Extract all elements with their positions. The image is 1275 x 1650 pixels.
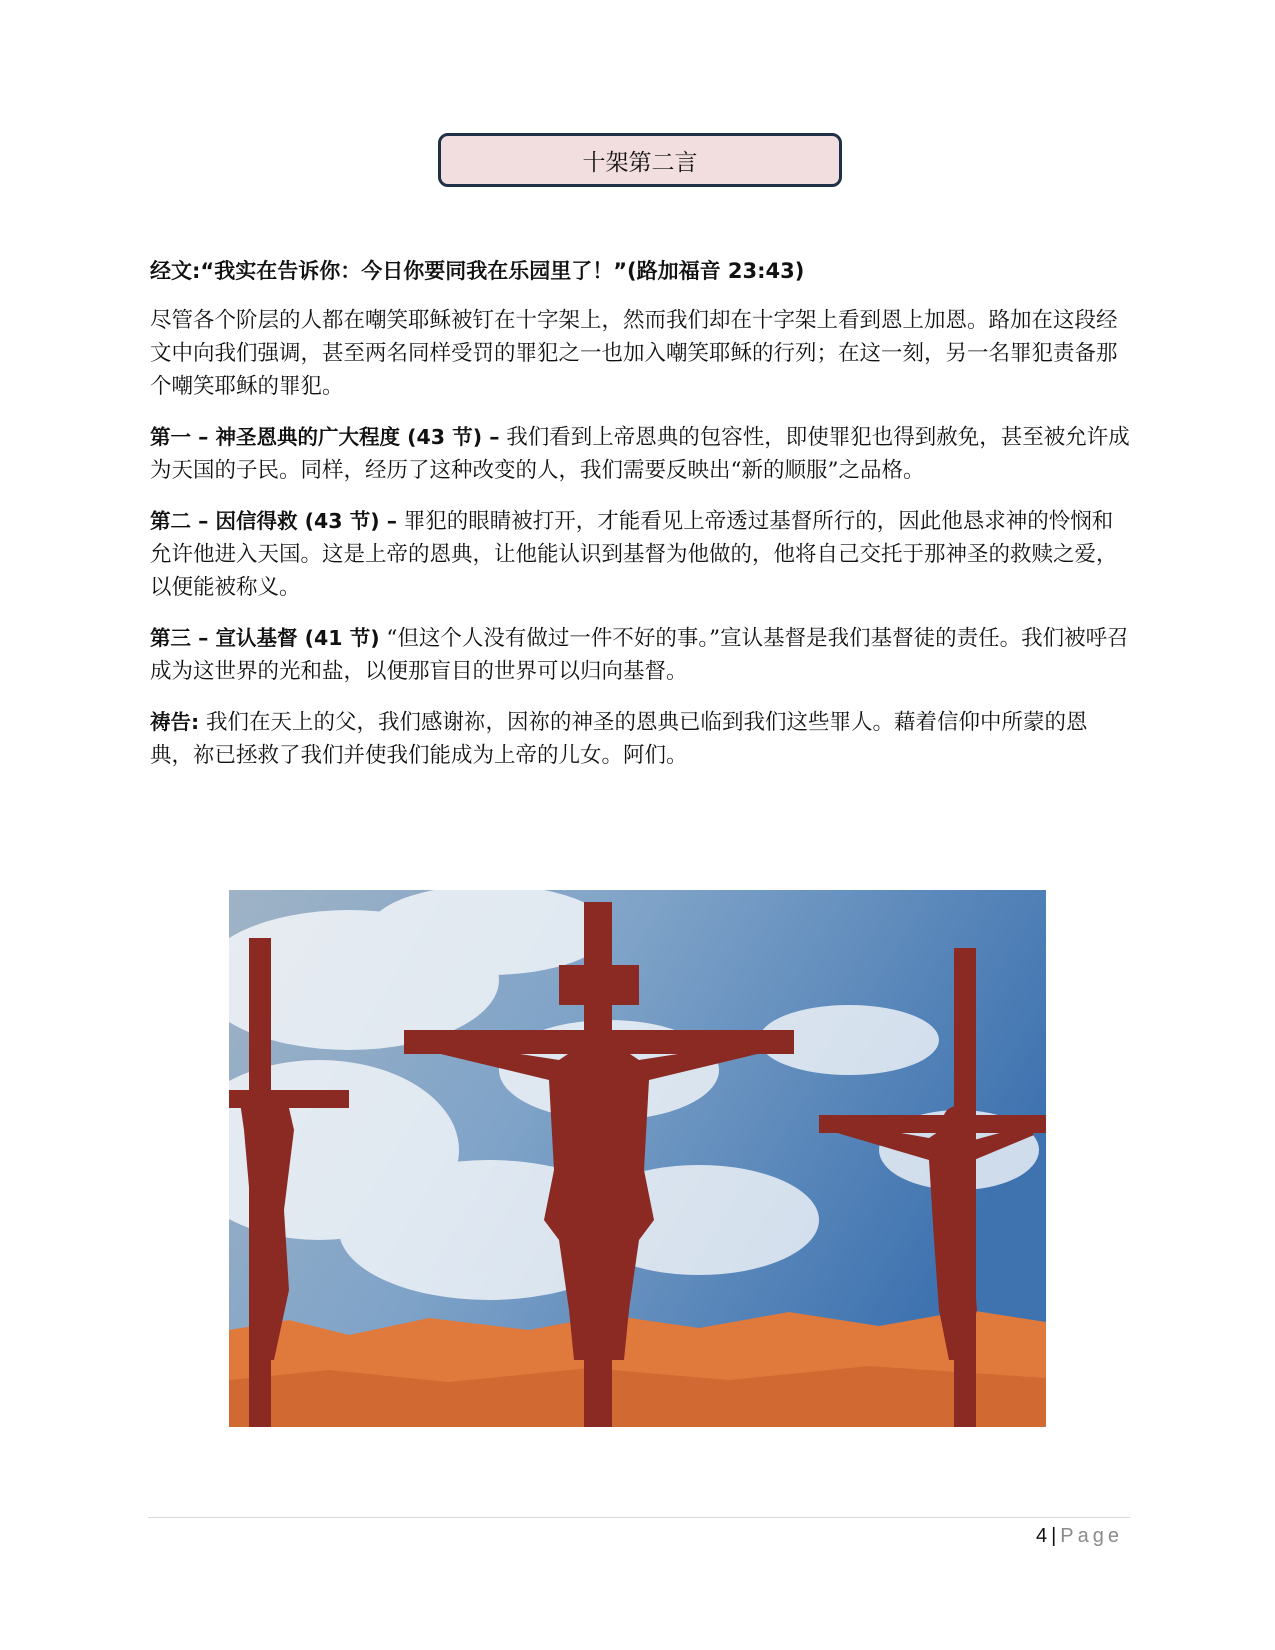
point-3-heading: 第三 – 宣认基督 (41 节) — [150, 626, 380, 650]
page-number: 4 — [1035, 1525, 1048, 1547]
page-label: Page — [1060, 1525, 1123, 1547]
prayer-heading: 祷告: — [150, 710, 200, 734]
point-1-text: 我们看到上帝恩典的包容性，即使罪犯也得到赦免，甚至被允许成为天国的子民。同样，经历了这种改变的人，我们需要反映出“新的顺服”之品格。 — [150, 425, 1130, 483]
ground-lower — [229, 1366, 1046, 1427]
title-box — [438, 133, 842, 187]
prayer-text: 我们在天上的父，我们感谢祢，因祢的神圣的恩典已临到我们这些罪人。藉着信仰中所蒙的恩典，祢已拯救了我们并使我们能成为上帝的儿女。阿们。 — [150, 710, 1088, 768]
footer-divider — [148, 1517, 1130, 1518]
point-3 — [150, 622, 1130, 688]
point-1-heading: 第一 – 神圣恩典的广大程度 (43 节) – — [150, 425, 500, 449]
main-content — [150, 255, 1130, 790]
point-2-heading: 第二 – 因信得救 (43 节) – — [150, 509, 397, 533]
scripture-line: 经文:“我实在告诉你：今日你要同我在乐园里了！”(路加福音 23:43) — [150, 259, 805, 283]
point-1 — [150, 421, 1130, 487]
point-3-text: “但这个人没有做过一件不好的事。”宣认基督是我们基督徒的责任。我们被呼召成为这世界的光和盐，以便那盲目的世界可以归向基督。 — [150, 626, 1129, 684]
crucifixion-illustration — [229, 890, 1046, 1427]
page-title: 十架第二言 — [582, 149, 698, 176]
footer-separator: | — [1051, 1525, 1057, 1547]
prayer-paragraph — [150, 706, 1130, 772]
point-2 — [150, 505, 1130, 604]
point-2-text: 罪犯的眼睛被打开，才能看见上帝透过基督所行的，因此他恳求神的怜悯和允许他进入天国。这是上帝的恩典，让他能认识到基督为他做的，他将自己交托于那神圣的救赎之爱，以便能被称义。 — [150, 509, 1118, 600]
intro-paragraph: 尽管各个阶层的人都在嘲笑耶稣被钉在十字架上，然而我们却在十字架上看到恩上加恩。路加在这段经文中向我们强调，甚至两名同样受罚的罪犯之一也加入嘲笑耶稣的行列；在这一刻，另一名罪犯责备那个嘲笑耶稣的罪犯。 — [150, 308, 1118, 399]
three-crosses-image — [229, 890, 1046, 1427]
page-footer — [1036, 1525, 1123, 1548]
